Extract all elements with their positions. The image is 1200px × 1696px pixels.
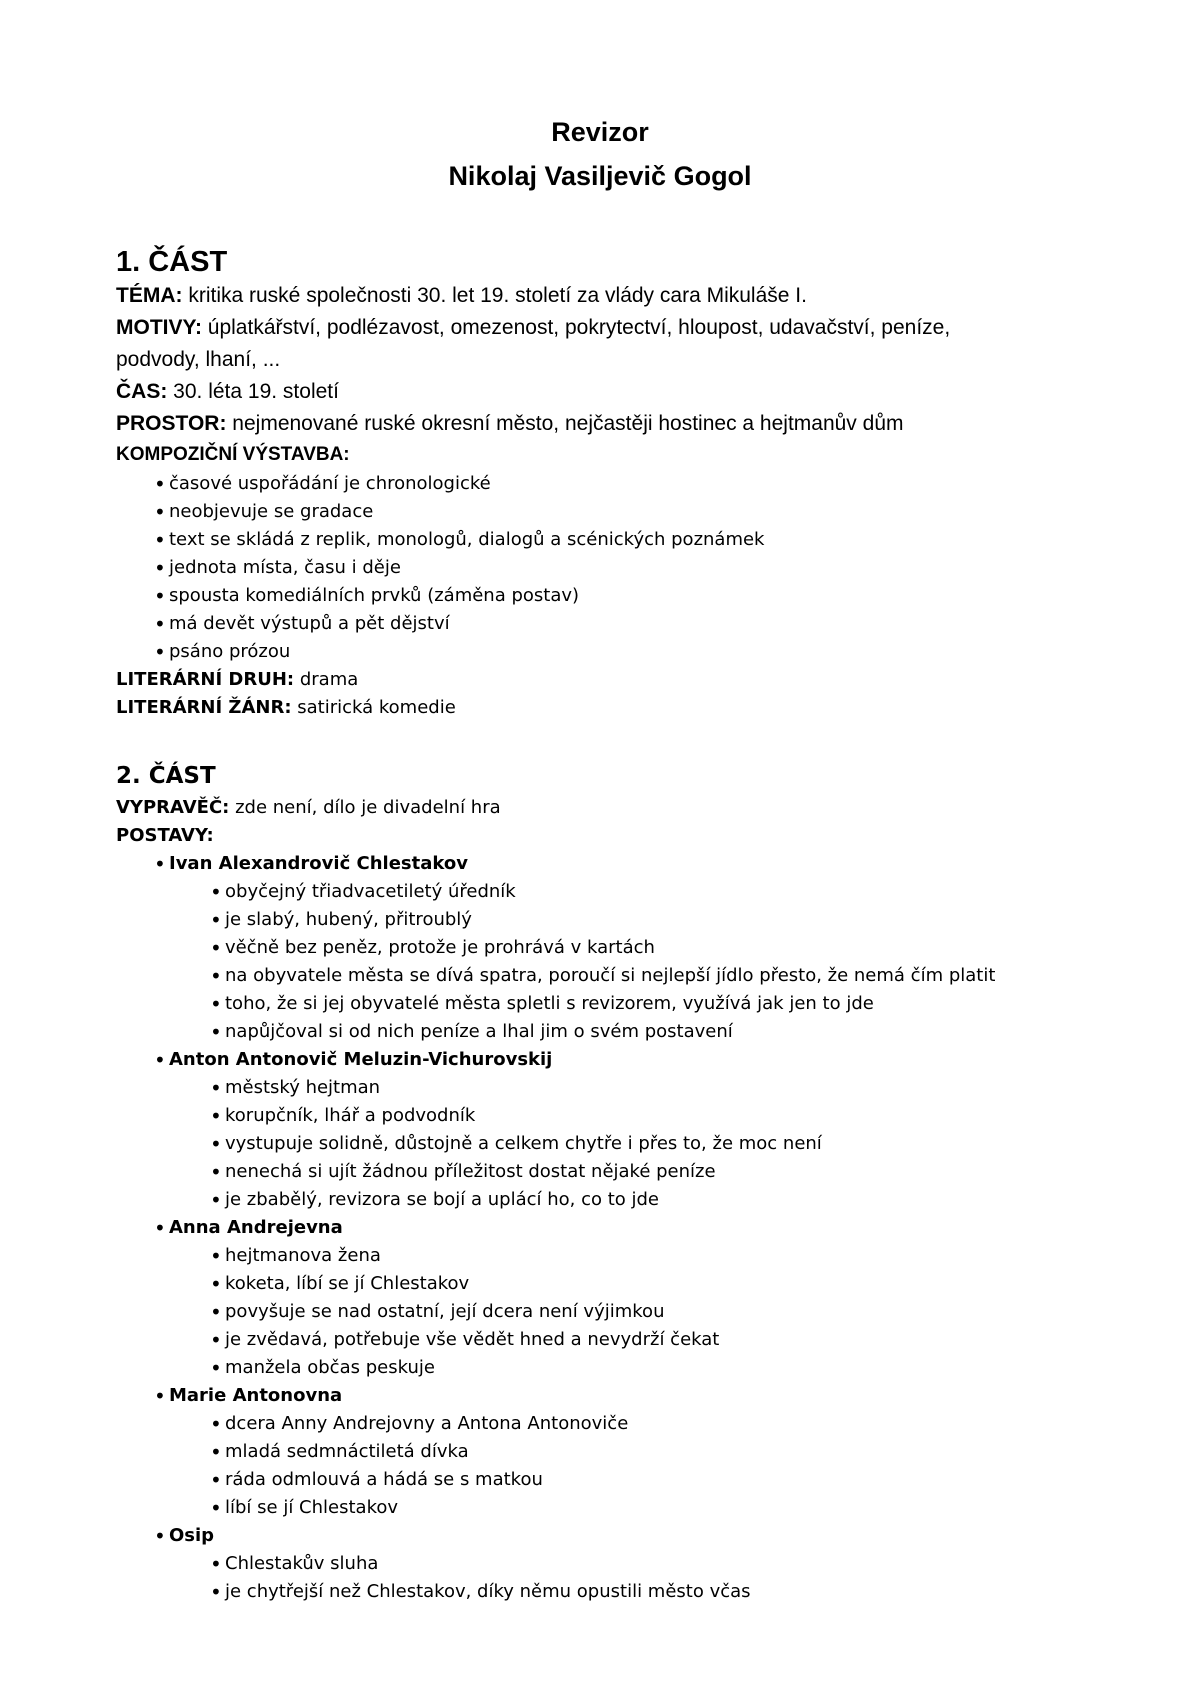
trait-item: • dcera Anny Andrejovny a Antona Antonoviče (169, 1410, 1116, 1438)
trait-item: • koketa, líbí se jí Chlestakov (169, 1270, 1116, 1298)
list-item: • jednota místa, času i děje (116, 554, 1076, 582)
prostor-value: nejmenované ruské okresní město, nejčastěji hostinec a hejtmanův dům (226, 412, 904, 435)
character-name: • Anton Antonovič Meluzin-Vichurovskij (169, 1049, 553, 1070)
motivy-line-continued: podvody, lhaní, ... (116, 348, 281, 371)
trait-item: • nenechá si ujít žádnou příležitost dostat nějaké peníze (169, 1158, 1116, 1186)
vypravec-label: VYPRAVĚČ: (116, 797, 230, 818)
cas-value: 30. léta 19. století (167, 380, 339, 403)
trait-item: • líbí se jí Chlestakov (169, 1494, 1116, 1522)
character-traits (169, 1410, 1116, 1522)
motivy-line (116, 312, 1076, 344)
zanr-label: LITERÁRNÍ ŽÁNR: (116, 697, 292, 718)
character-traits (169, 878, 1116, 1046)
trait-item: • městský hejtman (169, 1074, 1116, 1102)
cas-line (116, 376, 1076, 408)
part1-section (116, 244, 1076, 722)
motivy-label: MOTIVY: (116, 316, 202, 339)
character-item (116, 850, 1116, 1046)
part2-section (116, 758, 1116, 1606)
character-traits (169, 1074, 1116, 1214)
druh-label: LITERÁRNÍ DRUH: (116, 669, 295, 690)
list-item: • neobjevuje se gradace (116, 498, 1076, 526)
trait-item: • věčně bez peněz, protože je prohrává v kartách (169, 934, 1116, 962)
prostor-label: PROSTOR: (116, 412, 227, 435)
trait-item: • mladá sedmnáctiletá dívka (169, 1438, 1116, 1466)
tema-line (116, 280, 1076, 312)
character-name: • Ivan Alexandrovič Chlestakov (169, 853, 468, 874)
list-item: • časové uspořádání je chronologické (116, 470, 1076, 498)
character-item (116, 1382, 1116, 1522)
character-item (116, 1214, 1116, 1382)
trait-item: • je slabý, hubený, přitroublý (169, 906, 1116, 934)
trait-item: • Chlestakův sluha (169, 1550, 1116, 1578)
motivy-value: úplatkářství, podlézavost, omezenost, pokrytectví, hloupost, udavačství, peníze, (201, 316, 951, 339)
trait-item: • je zvědavá, potřebuje vše vědět hned a nevydrží čekat (169, 1326, 1116, 1354)
trait-item: • je chytřejší než Chlestakov, díky němu opustili město včas (169, 1578, 1116, 1606)
zanr-line (116, 694, 1076, 722)
character-item (116, 1522, 1116, 1606)
postavy-label (116, 822, 1116, 850)
part1-heading: 1. ČÁST (116, 246, 228, 278)
character-name: • Marie Antonovna (169, 1385, 343, 1406)
character-traits (169, 1242, 1116, 1382)
character-name: • Osip (169, 1525, 215, 1546)
vypravec-line (116, 794, 1116, 822)
trait-item: • toho, že si jej obyvatelé města spletli s revizorem, využívá jak jen to jde (169, 990, 1116, 1018)
trait-item: • vystupuje solidně, důstojně a celkem chytře i přes to, že moc není (169, 1130, 1116, 1158)
trait-item: • manžela občas peskuje (169, 1354, 1116, 1382)
character-name: • Anna Andrejevna (169, 1217, 343, 1238)
tema-value: kritika ruské společnosti 30. let 19. století za vlády cara Mikuláše I. (182, 284, 807, 307)
list-item: • spousta komediálních prvků (záměna postav) (116, 582, 1076, 610)
part2-heading: 2. ČÁST (116, 763, 216, 789)
trait-item: • ráda odmlouvá a hádá se s matkou (169, 1466, 1116, 1494)
trait-item: • obyčejný třiadvacetiletý úředník (169, 878, 1116, 906)
list-item: • text se skládá z replik, monologů, dialogů a scénických poznámek (116, 526, 1076, 554)
trait-item: • na obyvatele města se dívá spatra, poroučí si nejlepší jídlo přesto, že nemá čím platit (169, 962, 1116, 990)
list-item: • psáno prózou (116, 638, 1076, 666)
trait-item: • je zbabělý, revizora se bojí a uplácí ho, co to jde (169, 1186, 1116, 1214)
prostor-line (116, 408, 1076, 440)
characters-list (116, 850, 1116, 1606)
kompozice-list (116, 470, 1076, 666)
document-title: Revizor (551, 117, 649, 147)
kompozice-label: KOMPOZIČNÍ VÝSTAVBA: (116, 444, 350, 465)
trait-item: • povyšuje se nad ostatní, její dcera není výjimkou (169, 1298, 1116, 1326)
cas-label: ČAS: (116, 380, 168, 403)
vypravec-value: zde není, dílo je divadelní hra (229, 797, 501, 818)
list-item: • má devět výstupů a pět dějství (116, 610, 1076, 638)
trait-item: • hejtmanova žena (169, 1242, 1116, 1270)
tema-label: TÉMA: (116, 284, 183, 307)
character-traits (169, 1550, 1116, 1606)
document-author: Nikolaj Vasiljevič Gogol (448, 161, 752, 191)
druh-value: drama (294, 669, 359, 690)
trait-item: • napůjčoval si od nich peníze a lhal jim o svém postavení (169, 1018, 1116, 1046)
trait-item: • korupčník, lhář a podvodník (169, 1102, 1116, 1130)
druh-line (116, 666, 1076, 694)
character-item (116, 1046, 1116, 1214)
postavy-label-text: POSTAVY: (116, 825, 214, 846)
zanr-value: satirická komedie (291, 697, 456, 718)
